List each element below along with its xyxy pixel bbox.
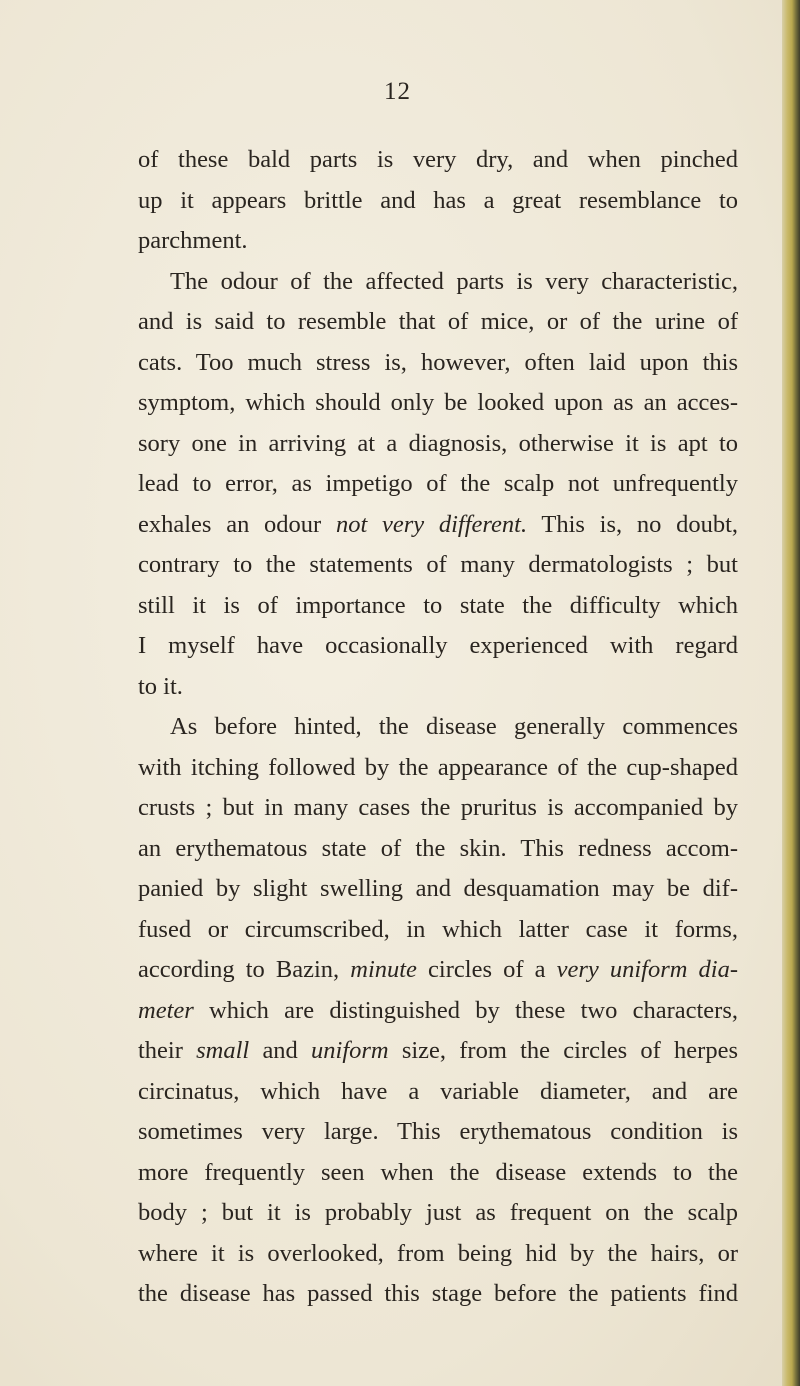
text-line: still it is of importance to state the difficulty which bbox=[138, 591, 738, 619]
italic-text: minute bbox=[350, 956, 417, 983]
text-line: I myself have occasionally experienced with regard bbox=[138, 632, 738, 659]
text-line: parchment. bbox=[138, 227, 248, 254]
text-line: fused or circumscribed, in which latter case it forms, bbox=[138, 915, 738, 943]
text-line: according to Bazin, minute circles of a very uniform dia- bbox=[138, 956, 739, 983]
text-line: As before hinted, the disease generally commences bbox=[170, 713, 738, 740]
text-line: meter which are distinguished by these two characters, bbox=[138, 996, 738, 1024]
page-edge bbox=[782, 0, 800, 1386]
body-text bbox=[138, 140, 738, 1315]
text-line: with itching followed by the appearance of the cup-shaped bbox=[138, 753, 738, 781]
text-line: to it. bbox=[138, 672, 183, 700]
text-line: the disease has passed this stage before the patients find bbox=[138, 1280, 738, 1307]
text-line: cats. Too much stress is, however, often laid upon this bbox=[138, 348, 738, 376]
text-line: lead to error, as impetigo of the scalp not unfrequently bbox=[138, 470, 738, 497]
text-line: panied by slight swelling and desquamation may be dif- bbox=[138, 875, 738, 902]
text-line: and is said to resemble that of mice, or of the urine of bbox=[138, 308, 738, 335]
text-line: an erythematous state of the skin. This redness accom- bbox=[138, 834, 738, 862]
text-line: sory one in arriving at a diagnosis, otherwise it is apt to bbox=[138, 429, 738, 457]
text-line: up it appears brittle and has a great resemblance to bbox=[138, 186, 738, 214]
text-line: sometimes very large. This erythematous condition is bbox=[138, 1118, 738, 1145]
text-line: their small and uniform size, from the circles of herpes bbox=[138, 1037, 738, 1064]
italic-text: meter bbox=[138, 996, 194, 1024]
italic-text: uniform bbox=[311, 1037, 389, 1064]
text-line: of these bald parts is very dry, and when pinched bbox=[138, 146, 738, 173]
text-line: circinatus, which have a variable diameter, and are bbox=[138, 1077, 738, 1105]
text-line: The odour of the affected parts is very characteristic, bbox=[170, 267, 738, 295]
italic-text: not very different. bbox=[335, 510, 528, 538]
text-line: body ; but it is probably just as frequent on the scalp bbox=[138, 1199, 738, 1226]
text-line: more frequently seen when the disease extends to the bbox=[138, 1158, 738, 1186]
page-number: 12 bbox=[384, 78, 411, 105]
text-line: crusts ; but in many cases the pruritus is accompanied by bbox=[138, 794, 738, 821]
text-line: exhales an odour not very different. This is, no doubt, bbox=[138, 510, 739, 538]
italic-text: very uniform dia- bbox=[556, 956, 739, 983]
italic-text: small bbox=[196, 1037, 250, 1064]
text-line: symptom, which should only be looked upon as an acces- bbox=[138, 389, 738, 416]
text-line: contrary to the statements of many dermatologists ; but bbox=[138, 551, 738, 578]
text-line: where it is overlooked, from being hid by the hairs, or bbox=[138, 1239, 738, 1267]
